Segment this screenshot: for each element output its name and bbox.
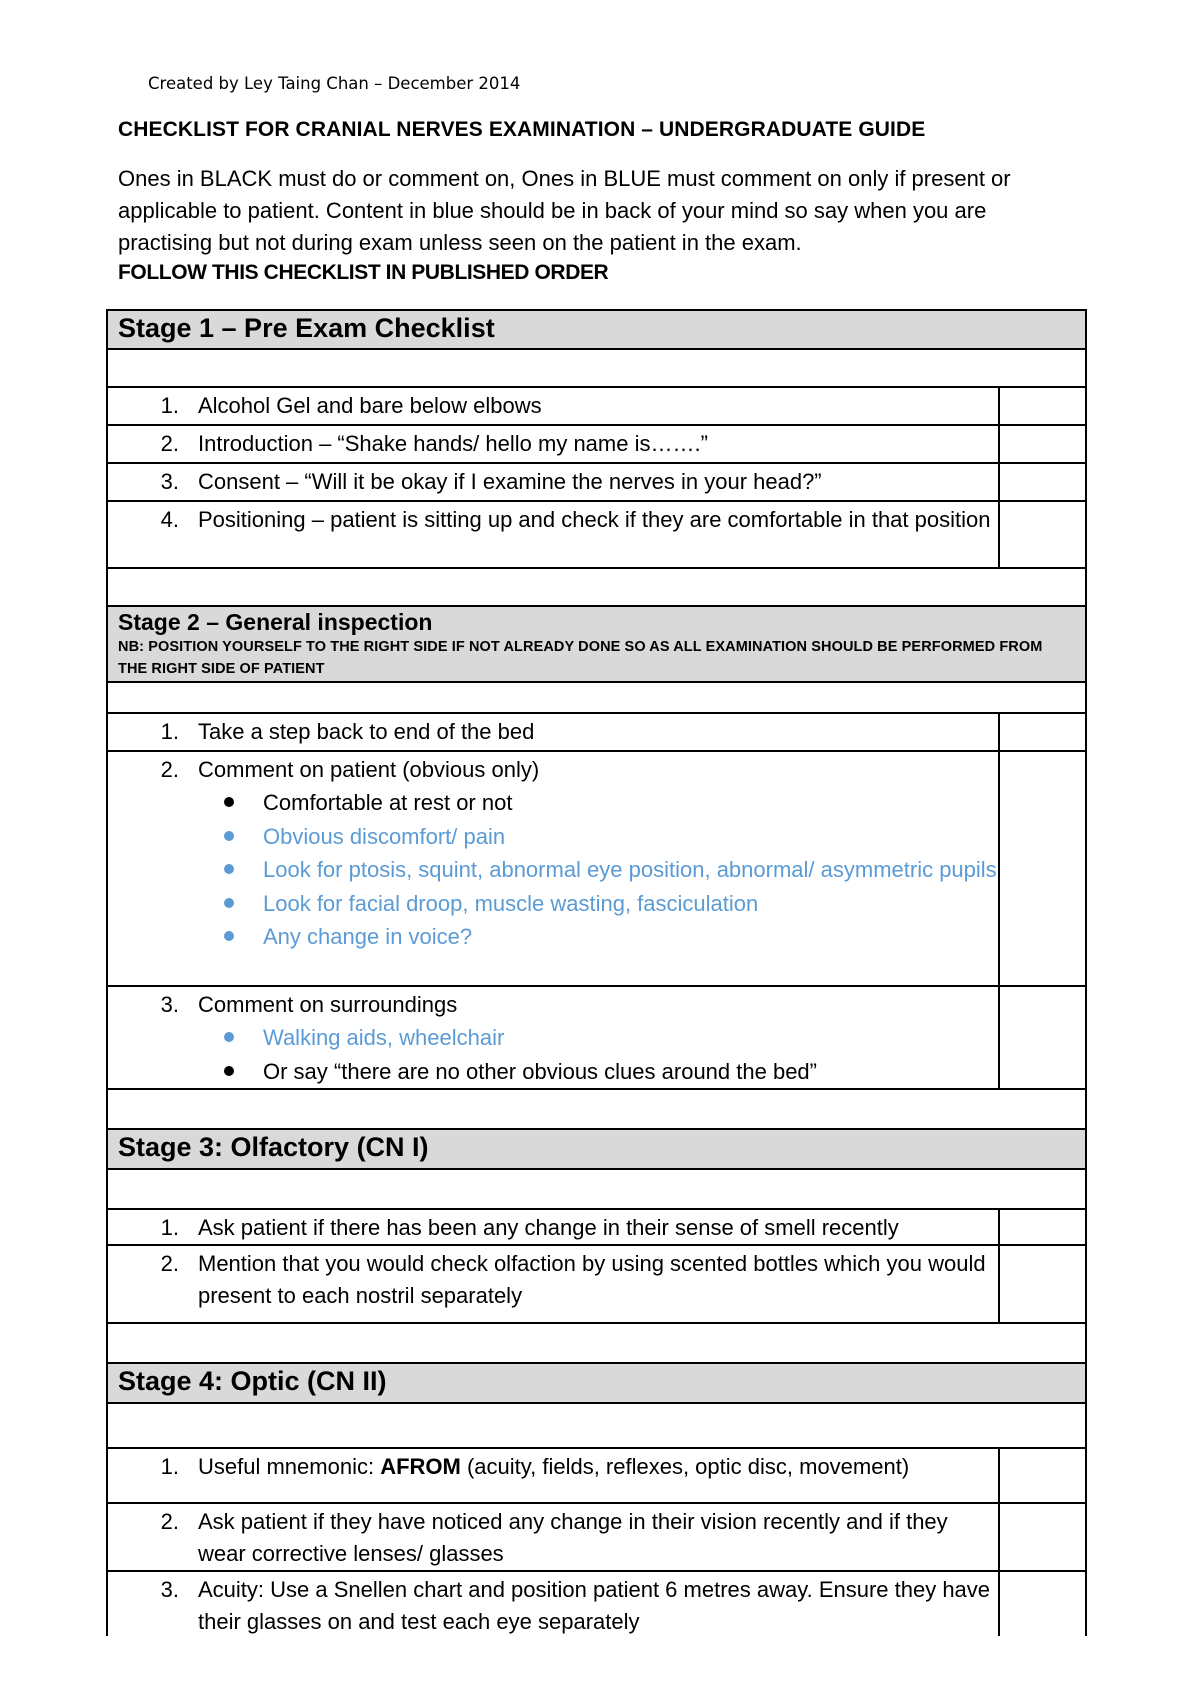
sub-item-text: Comfortable at rest or not xyxy=(263,790,513,815)
item-number: 3. xyxy=(160,992,179,1017)
list-item xyxy=(108,1055,998,1089)
tick-box[interactable] xyxy=(999,713,1086,751)
sub-list xyxy=(108,786,998,954)
stage-title: Stage 4: Optic (CN II) xyxy=(118,1366,387,1396)
sub-list xyxy=(108,1021,998,1088)
spacer-row xyxy=(107,682,1086,713)
stage-title: Stage 1 – Pre Exam Checklist xyxy=(118,313,495,343)
list-item xyxy=(108,853,998,887)
table-row xyxy=(107,986,1086,1089)
order-note: FOLLOW THIS CHECKLIST IN PUBLISHED ORDER xyxy=(118,261,609,284)
bullet-icon xyxy=(108,853,253,887)
mnemonic-word: AFROM xyxy=(380,1454,461,1479)
stage-note: NB: POSITION YOURSELF TO THE RIGHT SIDE IF NOT ALREADY DONE SO AS ALL EXAMINATION SHOULD BE PERFORMED FROM THE RIGHT SIDE OF PATIENT xyxy=(118,639,1043,677)
item-text: Mention that you would check olfaction by using scented bottles which you would present to each nostril separately xyxy=(198,1251,986,1308)
table-row xyxy=(107,1209,1086,1245)
tick-box[interactable] xyxy=(999,387,1086,425)
item-number: 3. xyxy=(160,1577,179,1602)
item-number: 2. xyxy=(160,1509,179,1534)
table-row xyxy=(107,387,1086,425)
sub-item-text: Look for ptosis, squint, abnormal eye position, abnormal/ asymmetric pupils xyxy=(263,857,997,882)
stage-header xyxy=(107,1129,1086,1169)
spacer-row xyxy=(107,1323,1086,1363)
item-text: Positioning – patient is sitting up and check if they are comfortable in that position xyxy=(198,507,991,532)
tick-box[interactable] xyxy=(999,463,1086,501)
bullet-icon xyxy=(108,1021,253,1055)
spacer-row xyxy=(107,1169,1086,1209)
tick-box[interactable] xyxy=(999,501,1086,568)
list-item xyxy=(108,887,998,921)
sub-item-text: Look for facial droop, muscle wasting, fasciculation xyxy=(263,890,759,916)
item-number: 2. xyxy=(160,757,179,782)
item-text: Consent – “Will it be okay if I examine the nerves in your head?” xyxy=(198,469,822,494)
author-line: Created by Ley Taing Chan – December 2014 xyxy=(148,74,521,93)
item-text: Take a step back to end of the bed xyxy=(198,719,535,744)
item-text: Introduction – “Shake hands/ hello my name is…….” xyxy=(198,431,708,456)
sub-item-text: Or say “there are no other obvious clues around the bed” xyxy=(263,1058,817,1084)
tick-box[interactable] xyxy=(999,1209,1086,1245)
table-row xyxy=(107,501,1086,568)
item-number: 1. xyxy=(160,719,179,744)
item-text: Alcohol Gel and bare below elbows xyxy=(198,393,542,418)
table-row xyxy=(107,463,1086,501)
page-bottom-margin xyxy=(0,1636,1200,1696)
tick-box[interactable] xyxy=(999,1503,1086,1571)
item-text: Ask patient if they have noticed any change in their vision recently and if they wear corrective lenses/ glasses xyxy=(198,1509,948,1566)
list-item xyxy=(108,786,998,820)
item-text: Acuity: Use a Snellen chart and position patient 6 metres away. Ensure they have their glasses on and test each eye separately xyxy=(198,1577,991,1634)
list-item xyxy=(108,820,998,854)
item-text: Ask patient if there has been any change in their sense of smell recently xyxy=(198,1215,899,1240)
stage-header xyxy=(107,1363,1086,1403)
checklist-table xyxy=(106,309,1087,1662)
spacer-row xyxy=(107,1403,1086,1448)
bullet-icon xyxy=(108,920,253,954)
item-text: Comment on patient (obvious only) xyxy=(198,757,540,782)
table-row xyxy=(107,1448,1086,1503)
sub-item-text: Any change in voice? xyxy=(263,924,473,949)
item-number: 4. xyxy=(160,507,179,532)
bullet-icon xyxy=(108,887,253,921)
item-text: Comment on surroundings xyxy=(198,992,458,1017)
table-row xyxy=(107,751,1086,986)
table-row xyxy=(107,713,1086,751)
mnemonic-suffix: (acuity, fields, reflexes, optic disc, movement) xyxy=(460,1454,910,1479)
document-title: CHECKLIST FOR CRANIAL NERVES EXAMINATION – UNDERGRADUATE GUIDE xyxy=(118,118,926,141)
bullet-icon xyxy=(108,786,253,820)
item-text xyxy=(179,1451,998,1483)
table-row xyxy=(107,1245,1086,1323)
spacer-row xyxy=(107,349,1086,387)
stage-title: Stage 3: Olfactory (CN I) xyxy=(118,1132,429,1162)
intro-paragraph: Ones in BLACK must do or comment on, Ones in BLUE must comment on only if present or applicable to patient. Content in blue should be in back of your mind so say when you are practising but not during exam unless seen on the patient in the exam. xyxy=(118,166,1011,255)
item-number: 1. xyxy=(160,1215,179,1240)
item-number: 2. xyxy=(160,431,179,456)
item-number: 3. xyxy=(160,469,179,494)
tick-box[interactable] xyxy=(999,1448,1086,1503)
bullet-icon xyxy=(108,820,253,854)
item-number: 2. xyxy=(160,1251,179,1276)
spacer-row xyxy=(107,568,1086,606)
list-item xyxy=(108,1021,998,1055)
bullet-icon xyxy=(108,1055,253,1089)
sub-item-text: Walking aids, wheelchair xyxy=(263,1025,505,1050)
stage-title: Stage 2 – General inspection xyxy=(118,609,433,635)
stage-header xyxy=(107,606,1086,682)
table-row xyxy=(107,1503,1086,1571)
tick-box[interactable] xyxy=(999,425,1086,463)
stage-header xyxy=(107,310,1086,349)
item-number: 1. xyxy=(160,393,179,418)
spacer-row xyxy=(107,1089,1086,1129)
item-number: 1. xyxy=(160,1454,179,1479)
table-row xyxy=(107,425,1086,463)
tick-box[interactable] xyxy=(999,986,1086,1089)
sub-item-text: Obvious discomfort/ pain xyxy=(263,823,506,849)
tick-box[interactable] xyxy=(999,1245,1086,1323)
list-item xyxy=(108,920,998,954)
tick-box[interactable] xyxy=(999,751,1086,986)
mnemonic-prefix: Useful mnemonic: xyxy=(198,1454,381,1479)
